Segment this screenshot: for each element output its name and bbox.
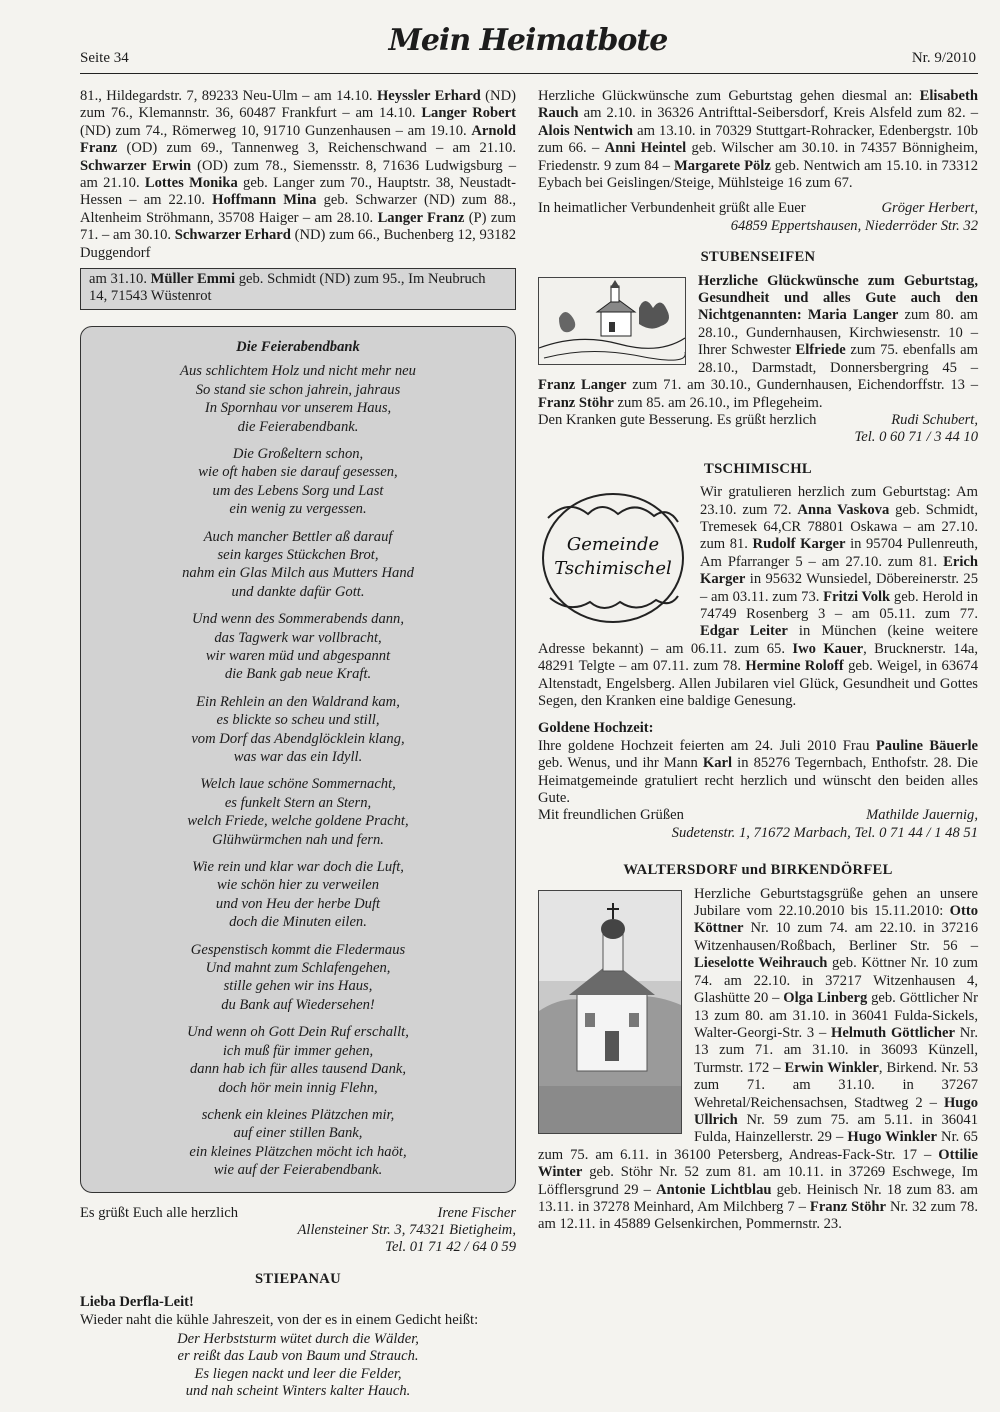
text-segment: (OD) zum 78., Siemensstr. 8, 71636 Ludwigsburg – am 21.10. [80,157,517,192]
poem-line: wir waren müd und abgespannt [205,647,391,664]
poem-line: Und wenn des Sommerabends dann, [192,611,404,628]
poem-stanza [87,445,509,519]
text-segment: zum 75. ebenfalls am 28.10., Darmstadt, Donnersbergring 45 – [698,342,978,376]
poem-line: schenk ein kleines Plätzchen mir, [201,1106,395,1123]
person-name: Lieselotte Weihrauch [694,955,828,972]
stubenseifen-signature: Den Kranken gute Besserung. Es grüßt herzlich Rudi Schubert, [538,411,978,428]
section-heading-stiepanau: STIEPANAU [255,1270,341,1287]
stiepanau-text: Wieder naht die kühle Jahreszeit, von der es in einem Gedicht heißt: [80,1311,479,1328]
text-segment: geb. Stöhr Nr. 52 zum 81. am 10.11. in 37269 Eschwege, Im Löfflersgrund 29 – [538,1164,978,1198]
poem-stanza [87,941,509,1015]
person-name: Heyssler Erhard [376,88,481,104]
signature-greeting: Es grüßt Euch alle herzlich [80,1204,239,1221]
person-name: Karl [702,755,733,772]
person-name: Edgar Leiter [700,623,788,640]
golden-wedding-heading: Goldene Hochzeit: [538,720,654,737]
highlighted-birthday-note: am 31.10. Müller Emmi geb. Schmidt (ND) zum 95., Im Neubruch 14, 71543 Wüstenrot [80,268,516,310]
text-segment: geb. Schwarzer (ND) zum 88., Altenheim Ströhmann, 35708 Haiger – am 28.10. [80,192,517,226]
text-segment: 81., Hildegardstr. 7, 89233 Neu-Ulm – am 14.10. [80,88,377,104]
text-segment: Wir gratulieren herzlich zum Geburtstag: Am 23.10. zum 72. [700,484,978,518]
text-segment: geb. Göttlicher Nr 13 zum 80. am 31.10. in 36041 Fulda-Sickels, Walter-Georgi-Str. 3 – [694,990,978,1041]
poem-box [80,326,516,1193]
poem-line: ein kleines Plätzchen möcht ich haöt, [189,1143,407,1160]
poem-line: Aus schlichtem Holz und nicht mehr neu [180,363,416,380]
text-segment: in 85276 Tegernbach, Enthofstr. 28. Die Heimatgemeinde gratuliert recht herzlich und wünscht den beiden alles Gute. [538,755,978,807]
person-name: Langer Robert [421,105,516,122]
signature-address: 64859 Eppertshausen, Niederröder Str. 32 [730,217,978,234]
text-segment: geb. Schmidt, Tremesek 64,CR 78801 Oskawa – am 27.10. zum 81. [700,501,978,553]
text-segment: Nr. 59 zum 75. am 5.11. in 36041 Fulda, Hainzellerstr. 29 – [694,1111,978,1146]
poem-stanza [87,362,509,436]
poem-line: auf einer stillen Bank, [233,1125,363,1142]
person-name: Otto Köttner [694,903,978,937]
text-segment: zum 85. am 26.10., im Pflegeheim. [613,394,823,411]
signature-phone: Tel. 01 71 42 / 64 0 59 [385,1239,516,1256]
person-name: Ottilie Winter [538,1146,978,1181]
person-name: Pauline Bäuerle [875,737,978,754]
issue-number: Nr. 9/2010 [911,50,976,66]
poem-line: vom Dorf das Abendglöcklein klang, [191,730,405,747]
church-photo [538,890,682,1134]
village-chapel-drawing [538,277,686,365]
poem-line: Welch laue schöne Sommernacht, [200,776,396,793]
poem-stanza [87,1023,509,1097]
text-segment: (OD) zum 69., Tannenweg 3, Reichenschwand – am 21.10. [117,140,516,157]
verse-line: und nah scheint Winters kalter Hauch. [185,1383,411,1400]
poem-stanzas [87,362,509,1179]
birthday-name: Müller Emmi [150,271,236,288]
masthead-logo: Mein Heimatbote [388,23,668,58]
stiepanau-verse [80,1331,516,1401]
text-segment: zum 71. am 30.10., Gundernhausen, Eichendorffstr. 13 – [626,377,978,394]
poem-line: Glühwürmchen nah und fern. [212,831,384,848]
text-segment: Nr. 32 zum 78. am 12.11. in 45889 Gelsenkirchen, Pommernstr. 23. [538,1198,978,1233]
text-segment: geb. Heinisch Nr. 18 zum 83. am 13.11. in 37278 Meinhard, Am Milchberg 7 – [538,1181,979,1215]
text-segment: , Brucknerstr. 14a, 48291 Telgte – am 07.11. zum 78. [538,640,978,675]
tschimischl-signature: Mit freundlichen Grüßen Mathilde Jauernig, [538,807,978,824]
poem-line: wie auf der Feierabendbank. [213,1162,383,1179]
poem-line: Und mahnt zum Schlafengehen, [205,960,391,977]
person-name: Elisabeth Rauch [538,88,978,122]
section-heading-stubenseifen: STUBENSEIFEN [700,249,816,266]
signature-name: Irene Fischer [437,1204,516,1221]
person-name: Iwo Kauer [792,640,864,657]
person-name: Lottes Monika [144,175,238,192]
signature-address: Allensteiner Str. 3, 74321 Bietigheim, [297,1221,516,1238]
poem-line: ich muß für immer gehen, [222,1042,374,1059]
poem-stanza [87,693,509,767]
person-name: Arnold Franz [80,122,516,157]
signature-name: Rudi Schubert, [891,411,978,428]
stiepanau-salutation: Lieba Derfla-Leit! [80,1294,194,1311]
golden-wedding-text [538,738,978,808]
section-heading-waltersdorf: WALTERSDORF und BIRKENDÖRFEL [623,862,893,879]
text-segment: Nr. 65 zum 75. am 6.11. in 36100 Petersberg, Andreas-Fack-Str. 17 – [538,1129,978,1163]
text-segment: (ND) zum 74., Römerweg 10, 91710 Gunzenhausen – am 19.10. [80,122,472,139]
person-name: Rudolf Karger [752,536,846,553]
birthday-list-right [538,88,978,192]
community-seal [538,488,688,628]
signature-phone: Tel. 0 60 71 / 3 44 10 [854,429,978,446]
poem-line: So stand sie schon jahrein, jahraus [195,381,401,398]
person-name: Hoffmann Mina [212,192,317,209]
poem-line: und von Heu der herbe Duft [215,895,381,912]
text-segment: geb. Köttner Nr. 10 zum 74. am 22.10. in 37217 Witzenhausen 4, Glashütte 20 – [694,955,978,1007]
text-segment: geb. Wilscher am 30.10. in 74357 Bönnigheim, Friedenstr. 9 zum 84 – [538,140,978,174]
poem-stanza [87,858,509,932]
right-column [538,88,978,1234]
person-name: Margarete Pölz [673,157,771,174]
person-name: Schwarzer Erwin [80,157,192,174]
left-column [80,88,516,1401]
seal-text-line2: Tschimischel [554,558,672,580]
text-segment: (ND) zum 76., Klemannstr. 36, 60487 Frankfurt – am 14.10. [80,88,516,122]
text-segment: Ihre goldene Hochzeit feierten am 24. Juli 2010 Frau [538,737,876,754]
text-segment: in 95632 Wunsiedel, Döbereinerstr. 25 – am 03.11. zum 73. [700,571,978,605]
poem-line: stille gehen wir ins Haus, [223,978,373,995]
poem-line: Wie rein und klar war doch die Luft, [192,859,404,876]
poem-line: doch hör mein innig Flehn, [218,1079,378,1096]
person-name: Schwarzer Erhard [174,227,291,244]
poem-line: und dankte dafür Gott. [231,583,365,600]
poem-line: das Tagwerk war vollbracht, [214,629,382,646]
text-segment: geb. Weigel, in 63674 Altenstadt, Engelsberg. Allen Jubilaren viel Glück, Gesundheit und Gottes Segen, den Kranken eine baldige Genesung. [538,658,979,709]
person-name: Hugo Winkler [847,1129,937,1146]
poem-stanza [87,1106,509,1180]
text-segment: (P) zum 71. – am 30.10. [80,209,517,244]
text-segment: Nr. 13 zum 71. am 31.10. in 36093 Künzell, Turmstr. 172 – [694,1024,979,1076]
text-segment: geb. Nentwich am 15.10. in 73312 Eybach bei Geislingen/Steige, Mühlsteige 16 zum 67. [538,157,979,192]
poem-stanza [87,610,509,684]
person-name: Antonie Lichtblau [656,1181,772,1198]
poem-line: nahm ein Glas Milch aus Mutters Hand [182,565,414,582]
text-segment: in München (keine weitere Adresse bekannt) – am 06.11. zum 65. [538,623,979,657]
signature-address: Sudetenstr. 1, 71672 Marbach, Tel. 0 71 44 / 1 48 51 [671,824,978,841]
poem-line: Auch mancher Bettler aß darauf [203,528,393,545]
person-name: Fritzi Volk [823,588,891,605]
poem-line: ein wenig zu vergessen. [229,501,367,518]
poem-line: dann hab ich für alles tausend Dank, [189,1061,407,1078]
text-segment: geb. Wenus, und ihr Mann [538,755,703,772]
person-name: Herzliche Glückwünsche zum Geburtstag, Gesundheit und alles Gute auch den Nichtgenannten: [698,272,978,324]
poem-line: Die Großeltern schon, [232,445,364,462]
text-segment: Herzliche Geburtstagsgrüße gehen an unsere Jubilare vom 22.10.2010 bis 15.11.2010: [694,885,978,920]
poem-line: wie oft haben sie darauf gesessen, [198,464,398,481]
poem-line: Ein Rehlein an den Waldrand kam, [196,693,400,710]
verse-line: Es liegen nackt und leer die Felder, [194,1365,402,1382]
intro-signature: In heimatlicher Verbundenheit grüßt alle Euer Gröger Herbert, 64859 Eppertshausen, Niederröder Str. 32 [538,200,978,234]
person-name: Langer Franz [377,209,465,226]
poem-line: es funkelt Stern an Stern, [224,794,372,811]
text-segment: geb. Herold in 74749 Rosenberg 3 – am 05.11. zum 77. [700,588,979,622]
poem-line: In Spornhau vor unserem Haus, [204,400,392,417]
text-segment: zum 80. am 28.10., Gundernhausen, Kirchwiesenstr. 10 – Ihrer Schwester [698,307,978,359]
poem-line: die Feierabendbank. [237,418,359,435]
text-segment: (ND) zum 66., Buchenberg 12, 93182 Duggendorf [80,227,517,261]
person-name: Alois Nentwich [538,122,633,139]
person-name: Helmuth Göttlicher [831,1024,955,1041]
person-name: Erwin Winkler [784,1059,879,1076]
text-segment: , Birkend. Nr. 53 zum 71. am 31.10. in 37267 Wehretal/Reichensachsen, Stadtweg 2 – [694,1059,978,1111]
header-rule [80,73,978,74]
person-name: Erich Karger [700,553,978,588]
person-name: Hermine Roloff [745,658,844,675]
text-segment: Herzliche Glückwünsche zum Geburtstag gehen diesmal an: [538,88,920,104]
person-name: Elfriede [795,342,846,359]
poem-stanza [87,528,509,602]
text-segment: geb. Langer zum 70., Hauptstr. 38, Neustadt-Hessen – am 22.10. [80,175,516,209]
text-segment: in 95704 Pullenreuth, Am Pfarranger 5 – am 27.10. zum 81. [700,536,978,570]
person-name: Anna Vaskova [797,501,890,518]
birthday-list-continued [80,88,516,262]
text-segment: am 2.10. in 36326 Antrifttal-Seibersdorf, Kreis Alsfeld zum 82. – [578,105,978,122]
person-name: Anni Heintel [604,140,687,157]
poem-line: wie schön hier zu verweilen [216,877,380,894]
signature-name: Gröger Herbert, [881,200,978,217]
signature-name: Mathilde Jauernig, [866,807,978,824]
poem-line: doch die Minuten eilen. [229,914,367,931]
poem-line: welch Friede, welche goldene Pracht, [187,813,409,830]
person-name: Hugo Ullrich [694,1094,978,1128]
poem-line: Und wenn oh Gott Dein Ruf erschallt, [187,1024,409,1041]
person-name: Franz Stöhr [809,1198,886,1215]
person-name: Franz Stöhr [538,394,614,411]
verse-line: Der Herbststurm wütet durch die Wälder, [177,1330,419,1347]
poem-line: was war das ein Idyll. [233,749,363,765]
person-name: Franz Langer [538,377,627,394]
poem-signature [80,1205,516,1257]
poem-line: es blickte so scheu und still, [216,712,380,729]
poem-stanza [87,775,509,849]
poem-line: sein karges Stückchen Brot, [217,546,379,563]
section-heading-tschimischl: TSCHIMISCHL [704,460,812,477]
text-segment: am 13.10. in 70329 Stuttgart-Rohracker, Edenbergstr. 10b zum 66. – [538,122,978,157]
page-number: Seite 34 [80,50,129,66]
verse-line: er reißt das Laub von Baum und Strauch. [177,1348,419,1365]
text-segment: Nr. 10 zum 74. am 22.10. in 37216 Witzenhausen/Roßbach, Berliner Str. 56 – [694,920,978,954]
seal-text-line1: Gemeinde [566,534,660,556]
page-header [80,23,976,74]
poem-line: Gespenstisch kommt die Fledermaus [190,941,406,958]
person-name: Olga Linberg [783,990,868,1007]
poem-line: um des Lebens Sorg und Last [212,482,384,499]
poem-line: du Bank auf Wiedersehen! [221,996,375,1013]
person-name: Maria Langer [807,307,899,324]
poem-title: Die Feierabendbank [236,338,360,355]
poem-line: die Bank gab neue Kraft. [224,666,372,683]
